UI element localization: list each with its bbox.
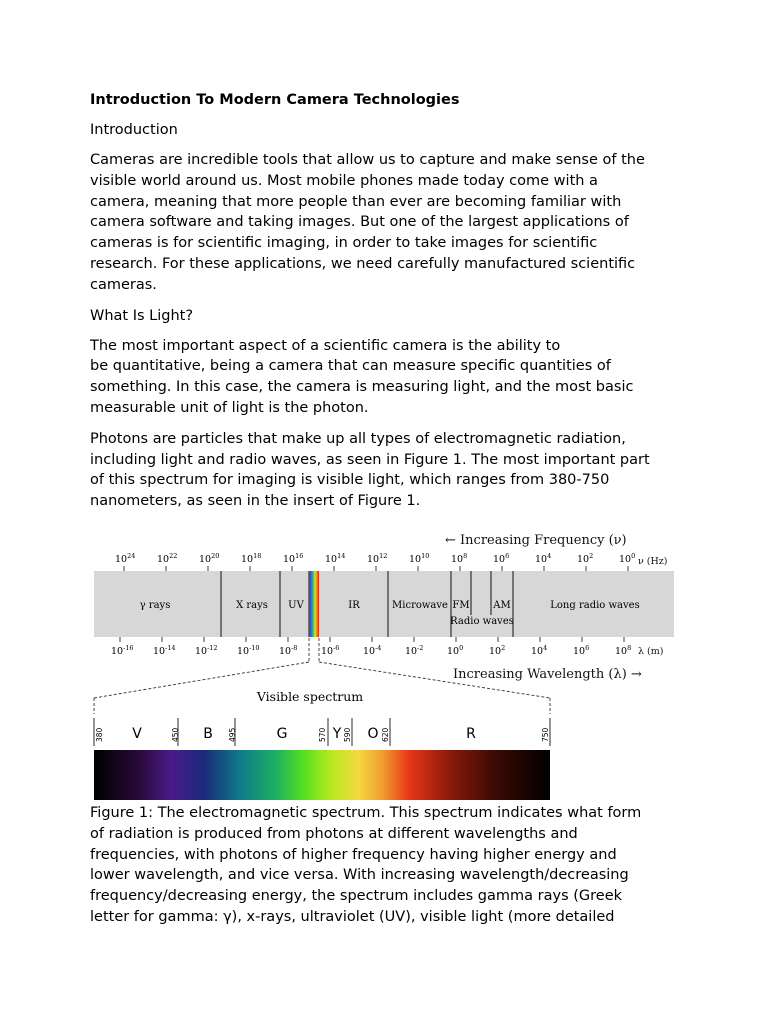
color-letter-orange: O <box>367 726 379 742</box>
wavelength-tick-label: $10^{-12}$ <box>195 644 218 657</box>
wavelength-unit-label: λ (m) <box>638 646 664 657</box>
wavelength-tick-label: $10^{-10}$ <box>237 644 260 657</box>
band-label-xray: X rays <box>236 600 268 611</box>
text-line: research. For these applications, we need carefully manufactured scientific <box>90 255 636 272</box>
frequency-tick-label: $10^4$ <box>535 552 552 565</box>
wavelength-tick-label: $10^4$ <box>531 644 548 657</box>
frequency-unit-label: ν (Hz) <box>638 556 668 567</box>
frequency-axis-title: ← Increasing Frequency (ν) <box>445 533 627 548</box>
visible-spectrum-title: Visible spectrum <box>256 689 364 704</box>
em-spectrum-figure <box>90 528 680 804</box>
text-line: Cameras are incredible tools that allow us to capture and make sense of the <box>90 152 645 168</box>
color-letter-red: R <box>466 726 476 742</box>
intro-paragraph <box>90 150 690 296</box>
frequency-tick-label: $10^{18}$ <box>241 552 262 565</box>
color-letter-green: G <box>276 726 288 742</box>
frequency-tick-label: $10^{20}$ <box>199 552 220 565</box>
color-letter-yellow: Y <box>332 726 342 742</box>
document-title: Introduction To Modern Camera Technologies <box>90 92 460 108</box>
band-label-long-radio: Long radio waves <box>550 600 640 611</box>
text-line: be quantitative, being a camera that can measure specific quantities of <box>90 358 611 375</box>
band-label-gamma: γ rays <box>139 600 171 611</box>
figure-caption <box>90 803 690 928</box>
section-heading-introduction: Introduction <box>90 122 178 138</box>
frequency-tick-label: $10^{16}$ <box>283 552 304 565</box>
caption-line: frequency/decreasing energy, the spectrum includes gamma rays (Greek <box>90 888 623 905</box>
section-heading-what-is-light: What Is Light? <box>90 307 194 324</box>
frequency-tick-label: $10^6$ <box>493 552 510 565</box>
light-paragraph-1 <box>90 336 690 419</box>
wavelength-tick-label: $10^{-14}$ <box>153 644 176 657</box>
text-line: camera software and taking images. But one of the largest applications of <box>90 214 629 231</box>
document-page <box>90 90 690 522</box>
wavelength-tick-label: $10^{-16}$ <box>111 644 134 657</box>
wavelength-tick-label: $10^6$ <box>573 644 590 657</box>
caption-line: of radiation is produced from photons at different wavelengths and <box>90 825 578 842</box>
nm-label-620: 620 <box>381 727 390 742</box>
color-letter-blue: B <box>203 726 213 742</box>
caption-line: lower wavelength, and vice versa. With increasing wavelength/decreasing <box>90 867 629 884</box>
nm-label-450: 450 <box>171 727 180 742</box>
nm-label-495: 495 <box>228 727 237 742</box>
text-line: nanometers, as seen in the insert of Figure 1. <box>90 493 421 510</box>
text-line: cameras is for scientific imaging, in order to take images for scientific <box>90 235 598 252</box>
frequency-tick-label: $10^{12}$ <box>367 552 388 565</box>
frequency-ticks <box>115 552 635 571</box>
visible-band-strip <box>309 571 319 637</box>
frequency-tick-label: $10^0$ <box>619 552 636 565</box>
nm-label-750: 750 <box>541 727 550 742</box>
text-line: something. In this case, the camera is measuring light, and the most basic <box>90 379 634 396</box>
text-line: visible world around us. Most mobile phones made today come with a <box>90 172 598 189</box>
frequency-tick-label: $10^{24}$ <box>115 552 136 565</box>
wavelength-tick-label: $10^2$ <box>489 644 506 657</box>
text-line: cameras. <box>90 276 157 293</box>
band-label-microwave: Microwave <box>392 600 448 611</box>
wavelength-tick-label: $10^{-6}$ <box>321 644 340 657</box>
visible-spectrum-bar <box>94 750 550 800</box>
band-label-am: AM <box>493 600 511 611</box>
nm-label-380: 380 <box>95 727 104 742</box>
frequency-tick-label: $10^{10}$ <box>409 552 430 565</box>
text-line: of this spectrum for imaging is visible light, which ranges from 380-750 <box>90 472 610 489</box>
wavelength-tick-label: $10^8$ <box>615 644 632 657</box>
band-label-uv: UV <box>288 600 304 611</box>
wavelength-tick-label: $10^{-2}$ <box>405 644 424 657</box>
wavelength-ticks <box>111 637 631 657</box>
color-letter-violet: V <box>132 726 142 742</box>
text-line: The most important aspect of a scientific camera is the ability to <box>90 337 561 354</box>
wavelength-axis-title: Increasing Wavelength (λ) → <box>453 667 642 682</box>
frequency-tick-label: $10^{14}$ <box>325 552 346 565</box>
caption-line: letter for gamma: γ), x-rays, ultraviolet (UV), visible light (more detailed <box>90 908 615 925</box>
frequency-tick-label: $10^2$ <box>577 552 594 565</box>
frequency-tick-label: $10^8$ <box>451 552 468 565</box>
text-line: camera, meaning that more people than ever are becoming familiar with <box>90 193 622 210</box>
nm-label-590: 590 <box>343 727 352 742</box>
band-label-radio-waves: Radio waves <box>450 616 514 627</box>
frequency-tick-label: $10^{22}$ <box>157 552 178 565</box>
text-line: measurable unit of light is the photon. <box>90 399 369 416</box>
wavelength-tick-label: $10^{-4}$ <box>363 644 382 657</box>
caption-line: frequencies, with photons of higher frequency having higher energy and <box>90 846 617 863</box>
band-label-fm: FM <box>452 600 470 611</box>
light-paragraph-2 <box>90 429 690 512</box>
em-spectrum-svg <box>90 528 680 804</box>
text-line: Photons are particles that make up all types of electromagnetic radiation, <box>90 430 626 447</box>
wavelength-tick-label: $10^0$ <box>447 644 464 657</box>
wavelength-tick-label: $10^{-8}$ <box>279 644 298 657</box>
caption-line: Figure 1: The electromagnetic spectrum. This spectrum indicates what form <box>90 805 642 821</box>
nm-label-570: 570 <box>318 727 327 742</box>
band-label-ir: IR <box>348 600 360 611</box>
text-line: including light and radio waves, as seen in Figure 1. The most important part <box>90 451 650 468</box>
